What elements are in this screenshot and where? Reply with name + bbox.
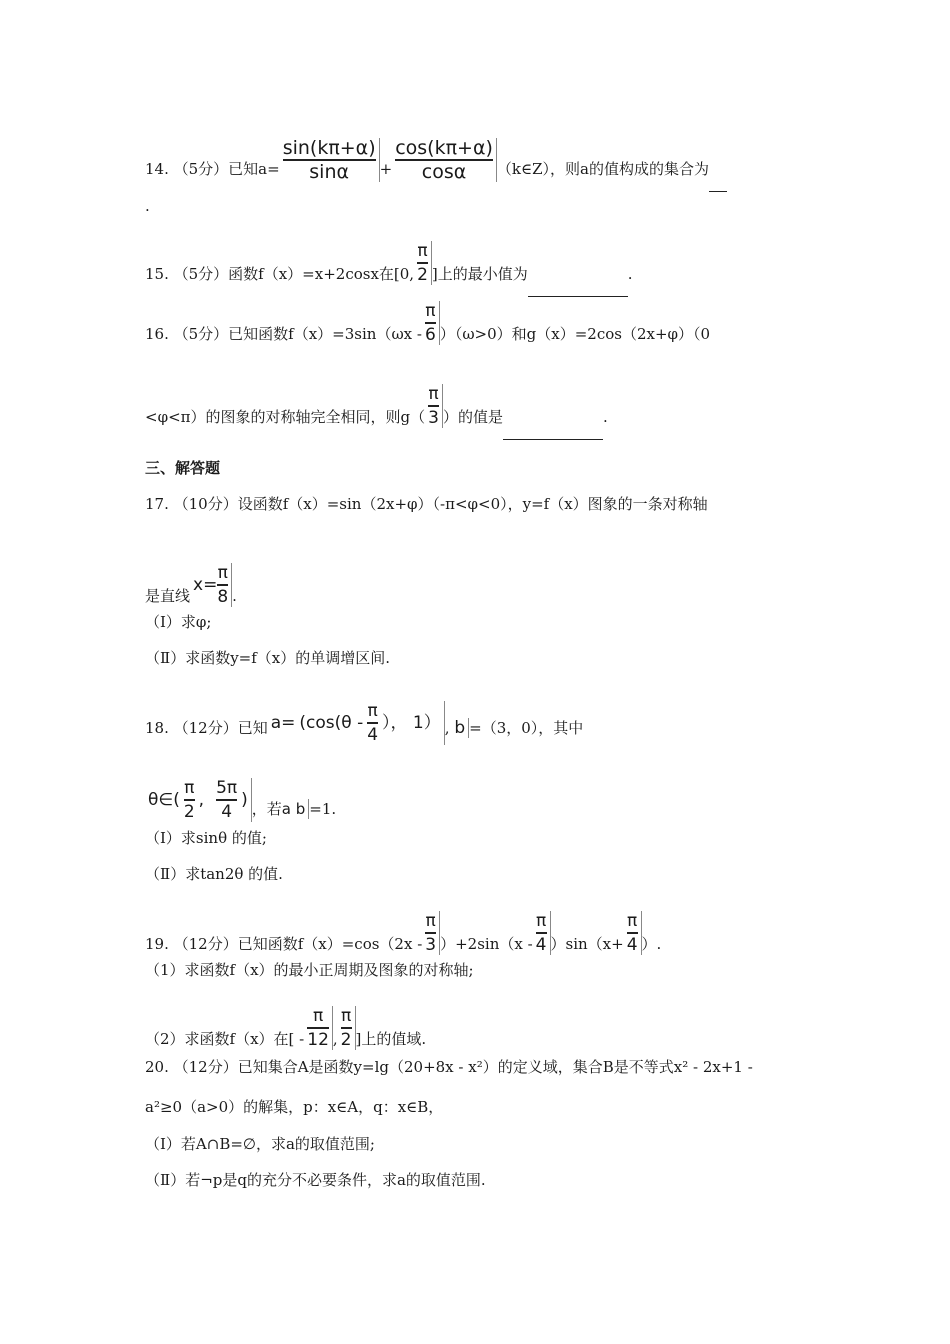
fraction-bar [307,1027,329,1029]
fraction-bar [425,932,436,934]
q19-f1-denominator: 3 [425,935,437,955]
q14-line [145,137,727,192]
q16-end: . [602,408,608,426]
fraction-bar [217,584,228,586]
q18-vector-b [454,718,469,738]
q14-frac1-denominator: sinα [309,161,350,183]
q17-denominator: 8 [217,587,229,607]
q14-suffix: （k∈Z），则a的值构成的集合为 [496,160,709,178]
q19-mid-1: ）+2sin（x - [440,935,533,953]
q19-part2-prefix: （2）求函数f（x）在[ - [145,1030,305,1048]
q15-denominator: 2 [417,265,428,285]
q18-theta-sep: , [198,790,205,810]
q19-p2-f2-numerator: π [340,1006,352,1026]
q19-p2-sep: , [332,1030,338,1048]
q18-ab: a b [282,799,309,819]
q18-b-label: b [454,718,466,738]
q19-f2-numerator: π [535,911,547,931]
q16-fraction-2 [425,384,443,428]
q14-fraction-1 [280,138,380,182]
q16-prefix: 16. （5分）已知函数f（x）=3sin（ωx - [145,325,422,343]
q19-p2-fraction-1 [304,1006,333,1050]
q14-period: . [145,197,150,215]
q20-line-1: 20. （12分）已知集合A是函数y=lg（20+8x - x²）的定义域，集合B是不等式x² - 2x+1 - [145,1058,753,1076]
q19-part-2 [145,1006,427,1062]
q16-frac2-numerator: π [428,384,439,404]
q14-frac2-numerator: cos(kπ+α) [395,137,493,159]
q17-part-1: （Ⅰ）求φ; [145,613,212,631]
q19-end: ）. [641,935,662,953]
fraction-bar [341,1027,352,1029]
q18-theta-f1-denominator: 2 [183,802,195,822]
fraction-bar [417,262,428,264]
q17-part-2: （Ⅱ）求函数y=f（x）的单调增区间. [145,649,391,667]
q19-p2-f2-denominator: 2 [340,1030,352,1050]
fraction-bar [627,932,638,934]
q18-denominator: 4 [367,725,379,745]
q19-f2-denominator: 4 [535,935,547,955]
q18-prefix: 18. （12分）已知 [145,719,268,737]
q16-suffix: ）（ω>0）和g（x）=2cos（2x+φ）（0 [439,325,711,343]
q15-numerator: π [417,241,428,261]
q18-comma: , [444,719,450,737]
q18-theta-f2-denominator: 4 [221,802,233,822]
fraction-bar [428,405,439,407]
q16-answer-blank [503,423,603,440]
fraction-bar [367,722,378,724]
q19-p2-f1-denominator: 12 [307,1030,329,1050]
q19-prefix: 19. （12分）已知函数f（x）=cos（2x - [145,935,423,953]
q15-suffix: ]上的最小值为 [431,265,528,283]
q18-line-2 [145,778,337,832]
q18-theta-prefix: θ∈( [148,790,180,810]
q17-x-eq: x= [193,575,218,595]
q19-f1-numerator: π [425,911,436,931]
q19-p2-fraction-2 [338,1006,356,1050]
q15-prefix: 15. （5分）函数f（x）=x+2cosx在[0, [145,265,415,283]
q19-part2-suffix: ]上的值域. [355,1030,427,1048]
fraction-bar [184,799,195,801]
q16-fraction [422,301,440,345]
q18-vec-a-close: ）， 1） [382,713,441,733]
q17-line2-prefix: 是直线 [145,587,191,605]
q18-vec-a-open: (cos(θ - [299,713,364,733]
q18-a-label: a= [270,713,296,733]
fraction-bar [425,322,436,324]
section-title: 三、解答题 [145,459,221,477]
q14-frac2-denominator: cosα [421,161,467,183]
q15-answer-blank [528,280,628,297]
q18-cond-prefix: ，若 [251,800,282,818]
q17-line-1: 17. （10分）设函数f（x）=sin（2x+φ）（-π<φ<0），y=f（x）图象的一条对称轴 [145,495,708,513]
q16-line2-suffix: ）的值是 [442,408,503,426]
q18-theta-f2-numerator: 5π [216,778,238,798]
q14-plus: + [379,160,393,178]
q17-fraction [190,563,232,607]
q18-b-value: =（3，0），其中 [469,719,584,737]
q16-line-2 [145,384,608,440]
q14-answer-blank [709,175,727,192]
q14-frac1-numerator: sin(kπ+α) [282,137,376,159]
q15-end: . [627,265,633,283]
q20-part-1: （Ⅰ）若A∩B=∅，求a的取值范围; [145,1135,375,1153]
q19-fraction-1 [422,911,440,955]
q20-line-2: a²≥0（a>0）的解集，p：x∈A，q：x∈B， [145,1098,444,1116]
q19-part-1: （1）求函数f（x）的最小正周期及图象的对称轴; [145,961,474,979]
q18-cond-suffix: =1. [309,800,337,818]
q18-vector-a [268,701,445,745]
q15-line [145,241,633,297]
q19-p2-f1-numerator: π [312,1006,324,1026]
q18-part-1: （Ⅰ）求sinθ 的值; [145,829,267,847]
fraction-bar [216,799,237,801]
q14-prefix: 14. （5分）已知a= [145,160,280,178]
q18-theta-f1-numerator: π [184,778,195,798]
q19-f3-denominator: 4 [626,935,638,955]
q19-fraction-3 [624,911,642,955]
q15-fraction [414,241,432,285]
q18-numerator: π [367,701,378,721]
q17-line2-suffix: . [232,587,237,605]
q14-fraction-2 [392,138,497,182]
q18-part-2: （Ⅱ）求tan2θ 的值. [145,865,283,883]
q18-theta-range [145,778,252,822]
q19-mid-2: ）sin（x+ [550,935,624,953]
q18-theta-close: ) [241,790,248,810]
q19-f3-numerator: π [626,911,638,931]
q16-numerator: π [425,301,436,321]
q18-line-1 [145,701,584,751]
q20-part-2: （Ⅱ）若¬p是q的充分不必要条件，求a的取值范围. [145,1171,486,1189]
q16-denominator: 6 [424,325,436,345]
q16-frac2-denominator: 3 [428,408,439,428]
q19-fraction-2 [533,911,551,955]
fraction-bar [536,932,547,934]
q16-line2-prefix: <φ<π）的图象的对称轴完全相同，则g（ [145,408,426,426]
q17-numerator: π [217,563,228,583]
q16-line-1 [145,301,711,357]
